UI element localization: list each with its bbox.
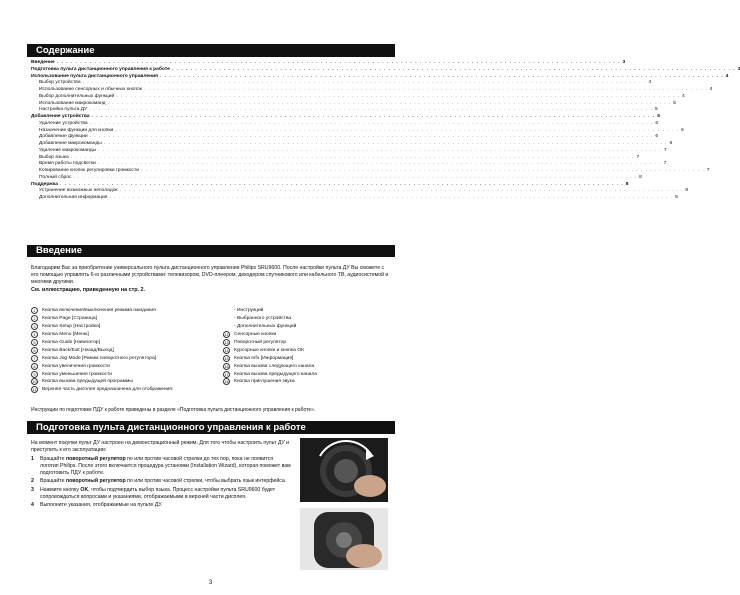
toc-entry-title: Выбор дополнительных функций <box>39 93 115 99</box>
toc-entry-page: 6 <box>655 134 659 140</box>
legend-item <box>223 346 393 354</box>
step-number: 2 <box>31 478 34 485</box>
legend-item <box>223 354 393 362</box>
legend-text: - Инструкций <box>234 308 264 314</box>
legend-text: Кнопка вызова предыдущей программы <box>42 379 133 385</box>
toc-entry-page: 4 <box>681 93 685 99</box>
legend-right-column <box>223 307 393 386</box>
legend-item <box>31 339 221 347</box>
legend-text: Кнопка включения/выключения режима ожидания <box>42 308 156 314</box>
toc-leader: . . . . . . . . . . . . . . . . . . . . . . . . . . . . . . . . . . . . . . . . . . . . . . . . . . . . . . . . . . . . . . . . . . . . . . . . . . . . . . . . . . . . . . . . . . . . . . . . . . . . . . . . . . . . . . . . . . . . . . . . <box>73 174 638 180</box>
toc-entry-title: Использование сенсорных и обычных кнопок <box>39 87 142 92</box>
toc-leader: . . . . . . . . . . . . . . . . . . . . . . . . . . . . . . . . . . . . . . . . . . . . . . . . . . . . . . . . . . . . . . . . . . . . . . . . . . . . . . . . . . . . . . . . . . . . . . . . . . . . . . . . . . . . . . . . . . . . . . . . <box>107 100 672 106</box>
toc-leader: . . . . . . . . . . . . . . . . . . . . . . . . . . . . . . . . . . . . . . . . . . . . . . . . . . . . . . . . . . . . . . . . . . . . . . . . . . . . . . . . . . . . . . . . . . . . . . . . . . . . . . . . . . . . . . . . . . . . . . . . <box>109 195 674 200</box>
contents-title: Содержание <box>36 45 95 56</box>
remote-photo-ok-button <box>300 508 388 570</box>
toc-leader: . . . . . . . . . . . . . . . . . . . . . . . . . . . . . . . . . . . . . . . . . . . . . . . . . . . . . . . . . . . . . . . . . . . . . . . . . . . . . . . . . . . . . . . . . . . . . . . . . . . . . . . . . . . . . . . . . . . . . . . . <box>116 93 680 99</box>
toc-entry <box>31 174 642 182</box>
legend-number: 11 <box>32 388 37 393</box>
toc-entry-page: 8 <box>639 174 642 180</box>
toc-leader: . . . . . . . . . . . . . . . . . . . . . . . . . . . . . . . . . . . . . . . . . . . . . . . . . . . . . . . . . . . . . . . . . . . . . . . . . . . . . . . . . . . . . . . . . . . . . . . . . . . . . . . . . . . . . . . . . . . . . . . . <box>140 168 705 173</box>
toc-entry <box>31 80 652 87</box>
legend-number: 8 <box>31 363 38 370</box>
toc-leader: . . . . . . . . . . . . . . . . . . . . . . . . . . . . . . . . . . . . . . . . . . . . . . . . . . . . . . . . . . . . . . . . . . . . . . . . . . . . . . . . . . . . . . . . . . . . . . . . . . . . . . . . . . . . . . . . . . . . . . . . <box>56 60 621 65</box>
toc-entry <box>31 141 673 148</box>
toc-entry-page: 4 <box>725 73 729 79</box>
legend-text: Курсорные кнопки и кнопка OK <box>234 347 305 353</box>
toc-entry-page: 3 <box>737 66 740 72</box>
toc-entry-title: Поддержка <box>31 181 58 187</box>
toc-entry-page: 5 <box>673 100 677 106</box>
toc-entry <box>31 134 659 141</box>
intro-paragraph: Благодарим Вас за приобретение универсального пульта дистанционного управления Philips SRU9600. После настройки пульта ДУ Вы сможете с его помощью управлять 6-ю различными устройствами: телевизором, DVD-плеером, декодером спутникового или кабельного ТВ, аудиосистемой и многими другими. <box>31 265 389 286</box>
step-number: 1 <box>31 455 34 462</box>
legend-text: Кнопка Setup [Настройка] <box>42 324 101 330</box>
toc-leader: . . . . . . . . . . . . . . . . . . . . . . . . . . . . . . . . . . . . . . . . . . . . . . . . . . . . . . . . . . . . . . . . . . . . . . . . . . . . . . . . . . . . . . . . . . . . . . . . . . . . . . . . . . . . . . . . . . . . . . . . <box>89 120 654 126</box>
toc-entry-title: Копирование кнопок регулировки громкости <box>39 168 139 173</box>
legend-item <box>31 346 221 354</box>
legend-item <box>31 315 221 323</box>
legend-item <box>31 378 221 386</box>
toc-entry-page: 8 <box>675 195 678 200</box>
legend-text: Кнопка уменьшения громкости <box>42 371 112 377</box>
legend-number: 14 <box>224 348 229 353</box>
legend-item <box>31 386 221 394</box>
step-text: Вращайте поворотный регулятор по или против часовой стрелки, чтобы выбрать язык интерфейса. <box>40 478 287 485</box>
toc-leader: . . . . . . . . . . . . . . . . . . . . . . . . . . . . . . . . . . . . . . . . . . . . . . . . . . . . . . . . . . . . . . . . . . . . . . . . . . . . . . . . . . . . . . . . . . . . . . . . . . . . . . . . . . . . . . . . . . . . . . . . <box>115 127 679 133</box>
toc-entry-page: 4 <box>709 87 713 92</box>
toc-leader: . . . . . . . . . . . . . . . . . . . . . . . . . . . . . . . . . . . . . . . . . . . . . . . . . . . . . . . . . . . . . . . . . . . . . . . . . . . . . . . . . . . . . . . . . . . . . . . . . . . . . . . . . . . . . . . . . . . . . . . . <box>103 141 668 146</box>
toc-entry <box>31 93 685 101</box>
legend-item <box>31 331 221 339</box>
toc-entry-title: Введение <box>31 60 55 65</box>
step-number: 4 <box>31 502 34 509</box>
toc-entry-title: Время работы подсветки <box>39 161 96 167</box>
legend-number: 6 <box>31 347 38 354</box>
page-number: 3 <box>208 580 213 586</box>
toc-entry <box>31 87 713 94</box>
toc-entry <box>31 120 659 128</box>
toc-entry-title: Использование макрокоманд <box>39 100 106 106</box>
legend-text: Кнопка увеличения громкости <box>42 363 111 369</box>
legend-number: 18 <box>224 380 229 385</box>
toc-entry-title: Выбор языка <box>39 154 69 160</box>
setup-step <box>31 478 293 485</box>
legend-item <box>31 307 221 315</box>
legend-number: 1 <box>31 307 38 314</box>
toc-entry <box>31 161 667 168</box>
toc-leader: . . . . . . . . . . . . . . . . . . . . . . . . . . . . . . . . . . . . . . . . . . . . . . . . . . . . . . . . . . . . . . . . . . . . . . . . . . . . . . . . . . . . . . . . . . . . . . . . . . . . . . . . . . . . . . . . . . . . . . . . <box>171 66 736 72</box>
toc-entry-page: 5 <box>654 107 658 113</box>
legend-item <box>223 378 393 386</box>
setup-lead: На момент покупки пульт ДУ настроен на демонстрационный режим. Для того чтобы настроить пульт ДУ и приступить к его эксплуатации: <box>31 440 290 454</box>
toc-entry <box>31 60 626 67</box>
toc-entry <box>31 188 689 195</box>
toc-entry-page: 7 <box>663 147 667 153</box>
toc-entry-title: Добавление функции <box>39 134 88 140</box>
setup-step <box>31 502 293 509</box>
step-text: Нажмите кнопку OK, чтобы подтвердить выбор языка. Процесс настройки пульта SRU9600 будет сопровождаться вопросами и указаниями, отображаемыми в верхней части дисплея. <box>40 486 276 500</box>
toc-entry-title: Настройка пульта ДУ <box>39 107 88 113</box>
step-text: Вращайте поворотный регулятор по или против часовой стрелки до тех пор, пока не появится логотип Philips. После этого включается процедура установки (Installation Wizard), которая поможет вам подготовить ПДУ к работе. <box>40 455 291 476</box>
legend-number: 10 <box>32 380 37 385</box>
setup-title: Подготовка пульта дистанционного управления к работе <box>36 422 306 433</box>
legend-text: Сенсорные кнопки <box>234 332 277 338</box>
toc-entry-title: Дополнительная информация <box>39 195 108 200</box>
legend-number: 7 <box>31 355 38 362</box>
toc-leader: . . . . . . . . . . . . . . . . . . . . . . . . . . . . . . . . . . . . . . . . . . . . . . . . . . . . . . . . . . . . . . . . . . . . . . . . . . . . . . . . . . . . . . . . . . . . . . . . . . . . . . . . . . . . . . . . . . . . . . . . <box>98 147 662 153</box>
contents-header <box>27 44 395 57</box>
legend-text: Кнопка приглушения звука <box>234 379 295 385</box>
toc-entry-title: Удаление макрокоманды <box>39 147 97 153</box>
legend-number: 2 <box>31 315 38 322</box>
setup-header <box>27 421 395 434</box>
legend-text: - Выбранного устройства <box>234 316 292 322</box>
toc-entry-title: Устранение возможных неполадок <box>39 188 118 194</box>
toc-entry-page: 7 <box>706 168 710 173</box>
legend-item <box>31 362 221 370</box>
legend-text: Кнопка вызова следующего канала <box>234 363 315 369</box>
toc-leader: . . . . . . . . . . . . . . . . . . . . . . . . . . . . . . . . . . . . . . . . . . . . . . . . . . . . . . . . . . . . . . . . . . . . . . . . . . . . . . . . . . . . . . . . . . . . . . . . . . . . . . . . . . . . . . . . . . . . . . . . <box>159 73 724 79</box>
legend-text: Кнопка Guide [Навигатор] <box>42 340 100 345</box>
toc-entry <box>31 195 678 202</box>
legend-text: Кнопка Page [Страница] <box>42 316 97 322</box>
legend-item <box>223 307 393 315</box>
legend-number: 13 <box>224 341 229 345</box>
legend-number: 4 <box>31 331 38 338</box>
legend-number: 15 <box>224 356 229 361</box>
intro-text <box>31 265 389 294</box>
legend-number: 5 <box>31 339 38 346</box>
legend-item <box>223 323 393 331</box>
table-of-contents <box>31 60 740 202</box>
toc-entry <box>31 107 658 114</box>
toc-leader: . . . . . . . . . . . . . . . . . . . . . . . . . . . . . . . . . . . . . . . . . . . . . . . . . . . . . . . . . . . . . . . . . . . . . . . . . . . . . . . . . . . . . . . . . . . . . . . . . . . . . . . . . . . . . . . . . . . . . . . . <box>89 107 653 113</box>
toc-entry-page: 7 <box>663 161 667 167</box>
legend-number: 16 <box>224 364 229 369</box>
toc-entry-page: 6 <box>680 127 684 133</box>
toc-entry-title: Полный сброс <box>39 174 72 180</box>
legend-text: Кнопка Back/Exit [Назад/Выход] <box>42 347 114 353</box>
toc-entry-title: Удаление устройства <box>39 120 88 126</box>
toc-entry-page: 8 <box>625 181 629 187</box>
intro-title: Введение <box>36 245 83 256</box>
illustration-reference: См. иллюстрацию, приведенную на стр. 2. <box>31 286 146 293</box>
legend-text: Кнопка Jog Mode [Режим поворотного регулятора] <box>42 355 157 361</box>
step-text: Выполните указания, отображаемые на пульте ДУ. <box>40 502 163 509</box>
toc-entry-title: Выбор устройства <box>39 80 81 86</box>
setup-note: Инструкции по подготовке ПДУ к работе приведены в разделе «Подготовка пульта дистанционного управления к работе». <box>31 407 316 413</box>
toc-leader: . . . . . . . . . . . . . . . . . . . . . . . . . . . . . . . . . . . . . . . . . . . . . . . . . . . . . . . . . . . . . . . . . . . . . . . . . . . . . . . . . . . . . . . . . . . . . . . . . . . . . . . . . . . . . . . . . . . . . . . . <box>89 134 654 140</box>
legend-item <box>31 323 221 331</box>
legend-left-column <box>31 307 221 394</box>
toc-entry <box>31 147 667 155</box>
toc-entry-page: 5 <box>657 114 660 119</box>
toc-leader: . . . . . . . . . . . . . . . . . . . . . . . . . . . . . . . . . . . . . . . . . . . . . . . . . . . . . . . . . . . . . . . . . . . . . . . . . . . . . . . . . . . . . . . . . . . . . . . . . . . . . . . . . . . . . . . . . . . . . . . . <box>70 154 635 160</box>
toc-entry-title: Добавление макрокоманды <box>39 141 102 146</box>
toc-leader: . . . . . . . . . . . . . . . . . . . . . . . . . . . . . . . . . . . . . . . . . . . . . . . . . . . . . . . . . . . . . . . . . . . . . . . . . . . . . . . . . . . . . . . . . . . . . . . . . . . . . . . . . . . . . . . . . . . . . . . . <box>59 181 624 187</box>
setup-step <box>31 487 293 501</box>
toc-entry-page: 8 <box>685 188 689 194</box>
legend-item <box>223 339 393 347</box>
legend-number: 9 <box>31 371 38 378</box>
toc-leader: . . . . . . . . . . . . . . . . . . . . . . . . . . . . . . . . . . . . . . . . . . . . . . . . . . . . . . . . . . . . . . . . . . . . . . . . . . . . . . . . . . . . . . . . . . . . . . . . . . . . . . . . . . . . . . . . . . . . . . . . <box>143 87 708 92</box>
legend-text: Кнопка вызова предыдущего канала <box>234 371 317 377</box>
toc-leader: . . . . . . . . . . . . . . . . . . . . . . . . . . . . . . . . . . . . . . . . . . . . . . . . . . . . . . . . . . . . . . . . . . . . . . . . . . . . . . . . . . . . . . . . . . . . . . . . . . . . . . . . . . . . . . . . . . . . . . . . <box>119 188 684 194</box>
legend-item <box>31 370 221 378</box>
legend-item <box>223 370 393 378</box>
intro-header <box>27 245 395 257</box>
legend-number: 3 <box>31 323 38 330</box>
setup-step <box>31 456 293 477</box>
toc-entry-title: Добавление устройства <box>31 114 90 119</box>
toc-entry-page: 6 <box>655 120 659 126</box>
legend-item <box>223 315 393 323</box>
setup-steps <box>31 440 293 509</box>
toc-entry-title: Использование пульта дистанционного управления <box>31 73 158 79</box>
toc-entry-title: Назначение функции для кнопки <box>39 127 114 133</box>
toc-leader: . . . . . . . . . . . . . . . . . . . . . . . . . . . . . . . . . . . . . . . . . . . . . . . . . . . . . . . . . . . . . . . . . . . . . . . . . . . . . . . . . . . . . . . . . . . . . . . . . . . . . . . . . . . . . . . . . . . . . . . . <box>82 80 647 86</box>
toc-entry-page: 6 <box>669 141 673 146</box>
legend-text: Кнопка Info [Информация] <box>234 355 294 361</box>
remote-photo-jog-dial <box>300 438 388 502</box>
legend-item <box>31 354 221 362</box>
toc-entry <box>31 168 710 175</box>
legend-text: Верхняя часть дисплея предназначена для отображения: <box>42 387 174 393</box>
toc-entry <box>31 66 740 74</box>
toc-entry-title: Подготовка пульта дистанционного управления к работе <box>31 66 170 72</box>
legend-number: 12 <box>224 333 229 338</box>
toc-entry <box>31 114 660 121</box>
toc-leader: . . . . . . . . . . . . . . . . . . . . . . . . . . . . . . . . . . . . . . . . . . . . . . . . . . . . . . . . . . . . . . . . . . . . . . . . . . . . . . . . . . . . . . . . . . . . . . . . . . . . . . . . . . . . . . . . . . . . . . . . <box>91 114 656 119</box>
legend-item <box>223 362 393 370</box>
toc-entry-page: 4 <box>648 80 652 86</box>
legend-number: 17 <box>224 372 229 377</box>
step-number: 3 <box>31 486 34 493</box>
legend-item <box>223 331 393 339</box>
toc-leader: . . . . . . . . . . . . . . . . . . . . . . . . . . . . . . . . . . . . . . . . . . . . . . . . . . . . . . . . . . . . . . . . . . . . . . . . . . . . . . . . . . . . . . . . . . . . . . . . . . . . . . . . . . . . . . . . . . . . . . . . <box>97 161 662 167</box>
legend-text: Кнопка Menu [Меню] <box>42 332 89 338</box>
legend-text: - Дополнительных функций <box>234 324 297 330</box>
toc-entry <box>31 73 729 81</box>
toc-entry-page: 3 <box>622 60 626 65</box>
legend-text: Поворотный регулятор <box>234 340 287 345</box>
toc-entry-page: 7 <box>636 154 640 160</box>
